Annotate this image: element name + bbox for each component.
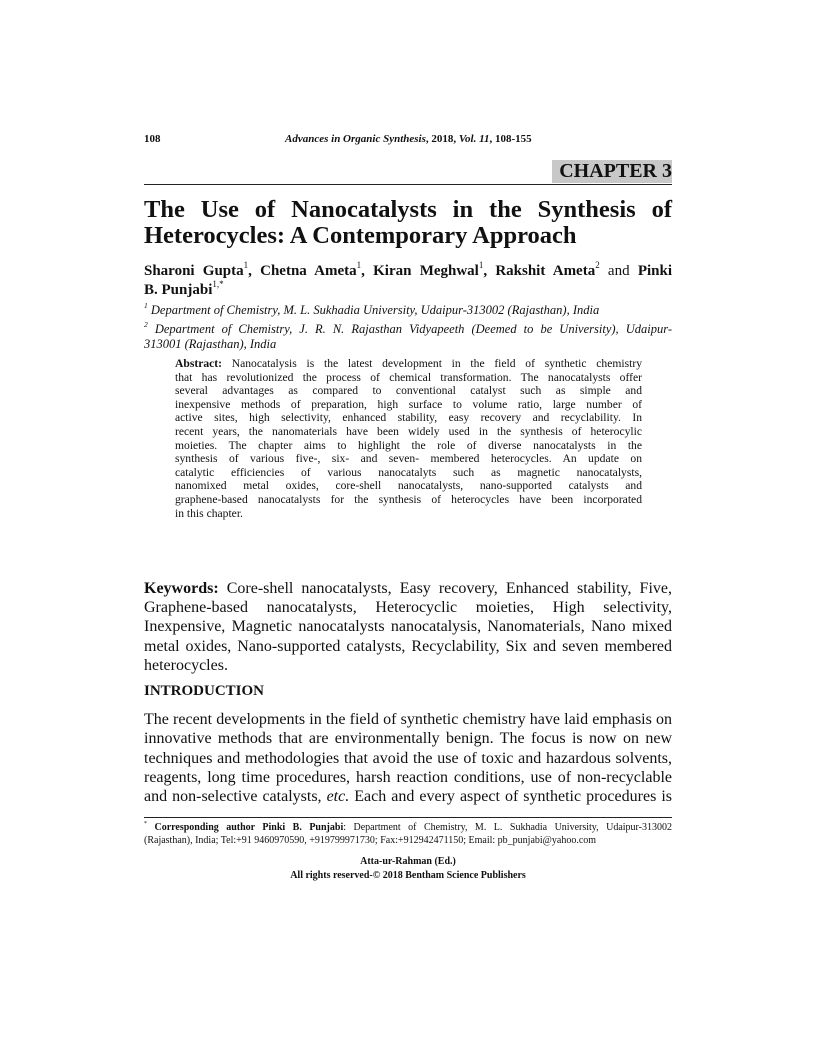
introduction-body <box>144 710 672 806</box>
affiliation-sup: 2 <box>144 320 148 329</box>
chapter-title <box>144 197 672 249</box>
keywords-line: metal oxides, Nano-supported catalysts, Recyclability, Six and seven membered <box>144 637 672 655</box>
author: Rakshit Ameta <box>495 263 596 279</box>
journal-year: , 2018, <box>425 133 459 145</box>
title-line: The Use of Nanocatalysts in the Synthesis of <box>144 196 672 223</box>
chapter-label: CHAPTER 3 <box>552 160 672 183</box>
intro-line <box>144 787 672 806</box>
introduction-heading: INTRODUCTION <box>144 683 265 699</box>
journal-citation <box>285 133 532 145</box>
intro-line: reagents, long time procedures, harsh reaction conditions, use of non-recyclable <box>144 768 672 786</box>
intro-line: innovative methods that are environmentally benign. The focus is now on new <box>144 730 672 748</box>
abstract-line: Nanocatalysis is the latest development in the field of synthetic chemistry <box>222 357 642 370</box>
journal-name: Advances in Organic Synthesis <box>285 133 426 145</box>
keywords-line: Graphene-based nanocatalysts, Heterocyclic moieties, High selectivity, <box>144 599 672 617</box>
affiliation-text: Department of Chemistry, M. L. Sukhadia University, Udaipur-313002 (Rajasthan), India <box>150 303 600 317</box>
publisher-info <box>144 855 672 883</box>
abstract-line: recent years, the nanomaterials have been widely used in the synthesis of heterocylic <box>175 424 642 438</box>
author: Pinki <box>637 263 672 279</box>
author-sup: 1 <box>356 260 362 270</box>
affiliations <box>144 303 672 352</box>
author-list: Sharoni Gupta$^1$, Chetna Ameta$^1$, Kiran Meghwal$^1$, Rakshit Ameta$^2$ and Pinki B. Punjabi$^{1,*}$ <box>144 260 672 298</box>
keywords-line: Inexpensive, Magnetic nanocatalysts nanocatalysis, Nanomaterials, Nano mixed <box>144 618 672 636</box>
author-sup: 1,* <box>212 279 224 289</box>
keywords-line: heterocycles. <box>144 656 228 674</box>
page-number: 108 <box>144 133 161 145</box>
title-line: Heterocycles: A Contemporary Approach <box>144 222 577 249</box>
abstract-label: Abstract: <box>175 357 223 370</box>
author: Chetna Ameta <box>260 263 357 279</box>
author-sup: 2 <box>595 260 600 270</box>
abstract-line: nanomixed metal oxides, core-shell nanocatalysts, nano-supported catalysts and <box>175 479 642 493</box>
author-sup: 1 <box>243 260 249 270</box>
intro-text: and non-selective catalysts, <box>144 788 327 806</box>
footnote <box>144 822 672 847</box>
intro-emphasis: etc. <box>326 788 350 806</box>
footnote-sup: * <box>144 821 147 827</box>
affiliation-1 <box>144 303 672 318</box>
journal-pages: , 108-155 <box>489 133 532 145</box>
footnote-text: (Rajasthan), India; Tel:+91 9460970590, +919799971730; Fax:+912942471150; Email: pb_punjabi@yahoo.com <box>144 834 597 846</box>
abstract-line: catalytic efficiencies of various nanocatalyts such as magnetic nanocatalysts, <box>175 465 642 479</box>
abstract-line: inexpensive methods of preparation, high surface to volume ratio, large number of <box>175 397 642 411</box>
affiliation-sup: 1 <box>144 301 148 310</box>
footnote-rule <box>144 817 672 818</box>
intro-line: techniques and methodologies that avoid the use of toxic and hazardous solvents, <box>144 749 672 767</box>
abstract-line: graphene-based nanocatalysts for the synthesis of heterocycles have been incorporated <box>175 492 642 506</box>
intro-line: The recent developments in the field of synthetic chemistry have laid emphasis on <box>144 711 672 728</box>
abstract-line: that has revolutionized the process of chemical transformation. The nanocatalysts offer <box>175 370 642 384</box>
author-and: and <box>599 263 638 279</box>
intro-text: Each and every aspect of synthetic procedures is <box>349 788 672 806</box>
author: Sharoni Gupta <box>144 263 244 279</box>
abstract-line: moieties. The chapter aims to highlight the role of diverse nanocatalysts in the <box>175 438 642 452</box>
author: Kiran Meghwal <box>373 263 479 279</box>
running-header <box>144 133 672 145</box>
keywords <box>144 579 672 675</box>
author: B. Punjabi <box>144 282 213 298</box>
copyright-notice: All rights reserved-© 2018 Bentham Science Publishers <box>290 870 526 881</box>
abstract <box>175 357 642 520</box>
author-sup: 1 <box>478 260 484 270</box>
journal-volume: Vol. 11 <box>458 133 490 145</box>
footnote-text: : Department of Chemistry, M. L. Sukhadia University, Udaipur-313002 <box>343 822 673 833</box>
chapter-rule <box>144 184 672 185</box>
editor-credit: Atta-ur-Rahman (Ed.) <box>360 856 456 867</box>
affiliation-text: 313001 (Rajasthan), India <box>144 337 277 351</box>
affiliation-2 <box>144 322 672 352</box>
abstract-line: synthesis of various five-, six- and seven- membered heterocycles. An update on <box>175 452 642 466</box>
affiliation-text: Department of Chemistry, J. R. N. Rajasthan Vidyapeeth (Deemed to be University), Udaipur- <box>154 322 673 336</box>
footnote-label: Corresponding author Pinki B. Punjabi <box>154 822 344 833</box>
abstract-line: several advantages as compared to conventional catalyst such as simple and <box>175 384 642 398</box>
keywords-label: Keywords: <box>144 580 219 597</box>
abstract-line: in this chapter. <box>175 506 243 520</box>
abstract-line: active sites, high selectivity, enhanced stability, easy recovery and recyclability. In <box>175 411 642 425</box>
keywords-line: Core-shell nanocatalysts, Easy recovery, Enhanced stability, Five, <box>218 580 672 597</box>
